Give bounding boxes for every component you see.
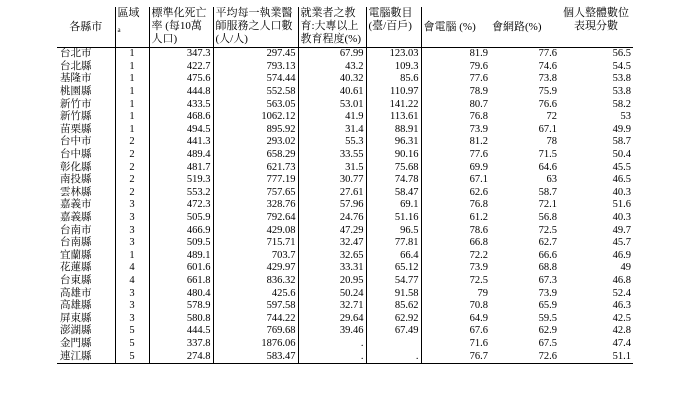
- cell-county: 台中縣: [60, 149, 92, 161]
- cell-region: 1: [115, 61, 149, 74]
- cell-digital-score: 51.6: [612, 199, 631, 211]
- header-mortality: 標準化死亡率 (每10萬人口): [149, 7, 213, 48]
- table-row: [57, 275, 633, 288]
- header-digital-score: 個人整體數位表現分數: [559, 7, 633, 48]
- table-row: [57, 187, 633, 200]
- cell-computer-skill: 78.9: [421, 86, 490, 99]
- table-row: [57, 287, 633, 300]
- cell-internet-skill: 62.9: [538, 325, 557, 337]
- cell-internet-skill: 63: [546, 174, 557, 186]
- cell-mortality: 444.8: [149, 86, 213, 99]
- cell-computer-skill: 80.7: [421, 98, 490, 111]
- table-row: [57, 111, 633, 124]
- cell-county: 台南縣: [60, 237, 92, 249]
- cell-digital-score: 46.3: [612, 300, 631, 312]
- cell-education: 30.77: [298, 174, 366, 187]
- cell-computer-skill: 70.8: [421, 300, 490, 313]
- cell-digital-score: 54.5: [612, 60, 631, 72]
- table-row: [57, 98, 633, 111]
- cell-education: 32.65: [298, 250, 366, 263]
- cell-mortality: 433.5: [149, 98, 213, 111]
- cell-computer-skill: 78.6: [421, 224, 490, 237]
- cell-digital-score: 46.5: [612, 174, 631, 186]
- cell-digital-score: 40.3: [612, 186, 631, 198]
- cell-computer-skill: 77.6: [421, 73, 490, 86]
- cell-region: 3: [115, 237, 149, 250]
- cell-internet-skill: 67.1: [538, 123, 557, 135]
- header-row: [57, 7, 633, 48]
- cell-internet-skill: 72.1: [538, 199, 557, 211]
- cell-county: 台東縣: [60, 274, 92, 286]
- cell-computers: 85.62: [366, 300, 421, 313]
- header-education: 就業者之教育:大專以上教育程度(%): [298, 7, 366, 48]
- table-row: [57, 350, 633, 363]
- cell-computers: 66.4: [366, 250, 421, 263]
- cell-computer-skill: 67.6: [421, 325, 490, 338]
- cell-education: 27.61: [298, 187, 366, 200]
- cell-computers: 74.78: [366, 174, 421, 187]
- cell-mortality: 494.5: [149, 124, 213, 137]
- cell-county: 屏東縣: [60, 312, 92, 324]
- cell-education: 67.99: [298, 48, 366, 61]
- cell-computer-skill: 72.2: [421, 250, 490, 263]
- cell-physician-ratio: 777.19: [213, 174, 298, 187]
- cell-region: 1: [115, 73, 149, 86]
- cell-computer-skill: 79: [421, 287, 490, 300]
- cell-internet-skill: 73.9: [538, 287, 557, 299]
- cell-computers: 88.91: [366, 124, 421, 137]
- cell-education: 50.24: [298, 287, 366, 300]
- cell-region: 1: [115, 86, 149, 99]
- cell-region: 1: [115, 111, 149, 124]
- table-body: [57, 48, 633, 364]
- cell-internet-skill: 66.6: [538, 249, 557, 261]
- cell-county: 新竹市: [60, 98, 92, 110]
- header-physician-ratio: 平均每一執業醫師服務之人口數 (人/人): [213, 7, 298, 48]
- cell-region: 2: [115, 149, 149, 162]
- cell-digital-score: 42.5: [612, 312, 631, 324]
- cell-digital-score: 46.8: [612, 274, 631, 286]
- table-row: [57, 149, 633, 162]
- cell-physician-ratio: 1876.06: [213, 338, 298, 351]
- cell-education: 40.32: [298, 73, 366, 86]
- cell-county: 金門縣: [60, 337, 92, 349]
- cell-computer-skill: 76.8: [421, 111, 490, 124]
- cell-education: 20.95: [298, 275, 366, 288]
- cell-mortality: 441.3: [149, 136, 213, 149]
- cell-mortality: 601.6: [149, 262, 213, 275]
- cell-digital-score: 40.3: [612, 212, 631, 224]
- cell-digital-score: 53.8: [612, 86, 631, 98]
- table-row: [57, 300, 633, 313]
- cell-computers: .: [366, 350, 421, 363]
- cell-mortality: 553.2: [149, 187, 213, 200]
- cell-education: 29.64: [298, 312, 366, 325]
- cell-digital-score: 49: [620, 262, 631, 274]
- cell-region: 3: [115, 224, 149, 237]
- cell-county: 花蓮縣: [60, 262, 92, 274]
- cell-county: 南投縣: [60, 174, 92, 186]
- cell-region: 3: [115, 312, 149, 325]
- cell-digital-score: 50.4: [612, 149, 631, 161]
- cell-mortality: 505.9: [149, 212, 213, 225]
- table-row: [57, 136, 633, 149]
- cell-digital-score: 46.9: [612, 249, 631, 261]
- table-row: [57, 48, 633, 61]
- cell-physician-ratio: 429.97: [213, 262, 298, 275]
- cell-county: 台中市: [60, 136, 92, 148]
- county-statistics-table: [57, 7, 633, 364]
- cell-computer-skill: 66.8: [421, 237, 490, 250]
- cell-county: 台南市: [60, 224, 92, 236]
- cell-internet-skill: 75.9: [538, 86, 557, 98]
- cell-physician-ratio: 769.68: [213, 325, 298, 338]
- cell-region: 2: [115, 161, 149, 174]
- cell-physician-ratio: 793.13: [213, 61, 298, 74]
- cell-region: 4: [115, 262, 149, 275]
- cell-physician-ratio: 1062.12: [213, 111, 298, 124]
- cell-region: 5: [115, 325, 149, 338]
- cell-county: 高雄縣: [60, 300, 92, 312]
- cell-county: 澎湖縣: [60, 325, 92, 337]
- table-row: [57, 161, 633, 174]
- cell-education: 57.96: [298, 199, 366, 212]
- cell-mortality: 580.8: [149, 312, 213, 325]
- cell-education: 31.4: [298, 124, 366, 137]
- cell-mortality: 444.5: [149, 325, 213, 338]
- cell-county: 新竹縣: [60, 111, 92, 123]
- table-row: [57, 73, 633, 86]
- cell-physician-ratio: 429.08: [213, 224, 298, 237]
- cell-internet-skill: 65.9: [538, 300, 557, 312]
- cell-region: 4: [115, 275, 149, 288]
- cell-region: 2: [115, 187, 149, 200]
- cell-computers: 58.47: [366, 187, 421, 200]
- cell-computer-skill: 67.1: [421, 174, 490, 187]
- cell-mortality: 480.4: [149, 287, 213, 300]
- cell-digital-score: 45.5: [612, 161, 631, 173]
- cell-internet-skill: 62.7: [538, 237, 557, 249]
- cell-county: 高雄市: [60, 287, 92, 299]
- cell-physician-ratio: 574.44: [213, 73, 298, 86]
- cell-physician-ratio: 703.7: [213, 250, 298, 263]
- cell-physician-ratio: 297.45: [213, 48, 298, 61]
- cell-education: .: [298, 350, 366, 363]
- header-region-footnote: a: [117, 26, 121, 35]
- cell-internet-skill: 64.6: [538, 161, 557, 173]
- cell-region: 3: [115, 199, 149, 212]
- header-county: 各縣市: [57, 7, 115, 48]
- cell-county: 台北市: [60, 48, 92, 60]
- cell-county: 彰化縣: [60, 161, 92, 173]
- cell-region: 3: [115, 287, 149, 300]
- cell-physician-ratio: 597.58: [213, 300, 298, 313]
- cell-physician-ratio: 836.32: [213, 275, 298, 288]
- cell-mortality: 475.6: [149, 73, 213, 86]
- cell-physician-ratio: 293.02: [213, 136, 298, 149]
- cell-physician-ratio: 658.29: [213, 149, 298, 162]
- cell-digital-score: 53: [620, 111, 631, 123]
- cell-physician-ratio: 715.71: [213, 237, 298, 250]
- cell-computers: 96.5: [366, 224, 421, 237]
- cell-county: 宜蘭縣: [60, 249, 92, 261]
- cell-education: 43.2: [298, 61, 366, 74]
- cell-region: 5: [115, 338, 149, 351]
- cell-digital-score: 51.1: [559, 350, 633, 363]
- cell-physician-ratio: 328.76: [213, 199, 298, 212]
- cell-internet-skill: 59.5: [538, 312, 557, 324]
- cell-education: 32.47: [298, 237, 366, 250]
- header-computers: 電腦數目(臺/百戶): [366, 7, 421, 48]
- cell-computer-skill: 79.6: [421, 61, 490, 74]
- cell-internet-skill: 76.6: [538, 98, 557, 110]
- table-row: [57, 262, 633, 275]
- cell-county: 雲林縣: [60, 186, 92, 198]
- cell-computers: 109.3: [366, 61, 421, 74]
- cell-physician-ratio: 621.73: [213, 161, 298, 174]
- cell-computers: 54.77: [366, 275, 421, 288]
- cell-mortality: 519.3: [149, 174, 213, 187]
- cell-education: 33.31: [298, 262, 366, 275]
- cell-computer-skill: 81.2: [421, 136, 490, 149]
- cell-county: 嘉義市: [60, 199, 92, 211]
- table-row: [57, 199, 633, 212]
- cell-mortality: 468.6: [149, 111, 213, 124]
- table-row: [57, 61, 633, 74]
- cell-computers: 75.68: [366, 161, 421, 174]
- cell-computers: 141.22: [366, 98, 421, 111]
- cell-education: 41.9: [298, 111, 366, 124]
- cell-physician-ratio: 792.64: [213, 212, 298, 225]
- cell-internet-skill: 72.5: [538, 224, 557, 236]
- cell-county: 基隆市: [60, 73, 92, 85]
- cell-education: 40.61: [298, 86, 366, 99]
- cell-education: 47.29: [298, 224, 366, 237]
- cell-computers: 51.16: [366, 212, 421, 225]
- cell-digital-score: 45.7: [612, 237, 631, 249]
- cell-computer-skill: 73.9: [421, 262, 490, 275]
- cell-physician-ratio: 757.65: [213, 187, 298, 200]
- cell-digital-score: 58.2: [612, 98, 631, 110]
- header-internet-skill: 會網路(%): [490, 7, 559, 48]
- cell-region: 2: [115, 136, 149, 149]
- cell-computers: 69.1: [366, 199, 421, 212]
- table-row: [57, 338, 633, 351]
- cell-computer-skill: 62.6: [421, 187, 490, 200]
- cell-digital-score: 56.5: [612, 48, 631, 60]
- cell-region: 3: [115, 300, 149, 313]
- cell-physician-ratio: 583.47: [213, 350, 298, 363]
- cell-computers: [366, 338, 421, 351]
- cell-mortality: 489.4: [149, 149, 213, 162]
- cell-county: 苗栗縣: [60, 123, 92, 135]
- cell-education: 39.46: [298, 325, 366, 338]
- cell-internet-skill: 58.7: [538, 186, 557, 198]
- cell-mortality: 337.8: [149, 338, 213, 351]
- table-row: [57, 224, 633, 237]
- cell-mortality: 347.3: [149, 48, 213, 61]
- cell-physician-ratio: 895.92: [213, 124, 298, 137]
- cell-region: 1: [115, 48, 149, 61]
- cell-mortality: 489.1: [149, 250, 213, 263]
- cell-mortality: 422.7: [149, 61, 213, 74]
- header-computer-skill: 會電腦 (%): [421, 7, 490, 48]
- cell-mortality: 509.5: [149, 237, 213, 250]
- cell-mortality: 466.9: [149, 224, 213, 237]
- cell-digital-score: 49.9: [612, 123, 631, 135]
- table-row: [57, 250, 633, 263]
- cell-mortality: 481.7: [149, 161, 213, 174]
- cell-county: 嘉義縣: [60, 212, 92, 224]
- cell-computers: 90.16: [366, 149, 421, 162]
- cell-digital-score: 53.8: [612, 73, 631, 85]
- table-row: [57, 212, 633, 225]
- cell-region: 5: [115, 350, 149, 363]
- cell-region: 3: [115, 212, 149, 225]
- table-row: [57, 124, 633, 137]
- cell-internet-skill: 77.6: [538, 48, 557, 60]
- cell-internet-skill: 72: [546, 111, 557, 123]
- cell-computers: 77.81: [366, 237, 421, 250]
- cell-mortality: 472.3: [149, 199, 213, 212]
- cell-internet-skill: 67.3: [538, 274, 557, 286]
- cell-internet-skill: 68.8: [538, 262, 557, 274]
- table-row: [57, 174, 633, 187]
- cell-computer-skill: 81.9: [421, 48, 490, 61]
- cell-mortality: 661.8: [149, 275, 213, 288]
- cell-physician-ratio: 744.22: [213, 312, 298, 325]
- cell-region: 1: [115, 124, 149, 137]
- table-row: [57, 325, 633, 338]
- table-row: [57, 237, 633, 250]
- cell-computer-skill: 61.2: [421, 212, 490, 225]
- cell-computers: 65.12: [366, 262, 421, 275]
- cell-region: 2: [115, 174, 149, 187]
- cell-education: .: [298, 338, 366, 351]
- cell-digital-score: 42.8: [612, 325, 631, 337]
- cell-region: 1: [115, 250, 149, 263]
- cell-computers: 91.58: [366, 287, 421, 300]
- cell-internet-skill: 78: [546, 136, 557, 148]
- cell-computers: 113.61: [366, 111, 421, 124]
- cell-computer-skill: 76.8: [421, 199, 490, 212]
- cell-digital-score: 49.7: [612, 224, 631, 236]
- cell-computer-skill: 72.5: [421, 275, 490, 288]
- cell-internet-skill: 74.6: [538, 60, 557, 72]
- cell-computers: 62.92: [366, 312, 421, 325]
- cell-internet-skill: 73.8: [538, 73, 557, 85]
- cell-computers: 110.97: [366, 86, 421, 99]
- cell-computer-skill: 64.9: [421, 312, 490, 325]
- cropped-title-fragment: [215, 0, 365, 3]
- cell-internet-skill: 67.5: [538, 337, 557, 349]
- cell-digital-score: 47.4: [612, 337, 631, 349]
- table-row: [57, 312, 633, 325]
- cell-physician-ratio: 563.05: [213, 98, 298, 111]
- cell-education: 33.55: [298, 149, 366, 162]
- cell-education: 32.71: [298, 300, 366, 313]
- cell-computer-skill: 77.6: [421, 149, 490, 162]
- cell-digital-score: 52.4: [612, 287, 631, 299]
- cell-county: 連江縣: [57, 350, 115, 363]
- cell-region: 1: [115, 98, 149, 111]
- cropped-footer-fragment: [150, 408, 530, 411]
- cell-internet-skill: 56.8: [538, 212, 557, 224]
- cell-computer-skill: 71.6: [421, 338, 490, 351]
- cell-computers: 96.31: [366, 136, 421, 149]
- cell-computer-skill: 73.9: [421, 124, 490, 137]
- cell-education: 53.01: [298, 98, 366, 111]
- cell-digital-score: 58.7: [612, 136, 631, 148]
- header-region: 區域 $_a$: [115, 7, 149, 48]
- cell-mortality: 578.9: [149, 300, 213, 313]
- cell-education: 24.76: [298, 212, 366, 225]
- cell-computers: 123.03: [366, 48, 421, 61]
- cell-mortality: 274.8: [149, 350, 213, 363]
- cell-computer-skill: 69.9: [421, 161, 490, 174]
- cell-physician-ratio: 552.58: [213, 86, 298, 99]
- cell-computer-skill: 76.7: [421, 350, 490, 363]
- cell-education: 31.5: [298, 161, 366, 174]
- cell-internet-skill: 71.5: [538, 149, 557, 161]
- cell-county: 桃園縣: [60, 86, 92, 98]
- cell-county: 台北縣: [60, 60, 92, 72]
- cell-education: 55.3: [298, 136, 366, 149]
- cell-computers: 85.6: [366, 73, 421, 86]
- cell-internet-skill: 72.6: [490, 350, 559, 363]
- table-row: [57, 86, 633, 99]
- cell-physician-ratio: 425.6: [213, 287, 298, 300]
- cell-computers: 67.49: [366, 325, 421, 338]
